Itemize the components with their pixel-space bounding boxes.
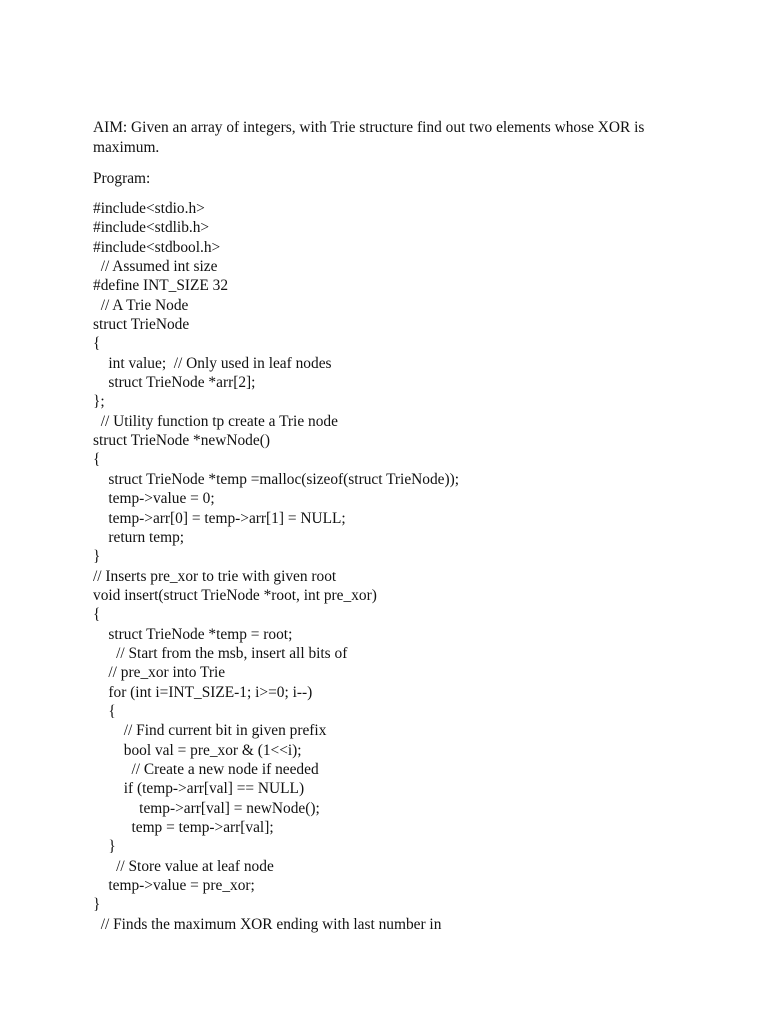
code-line: struct TrieNode *temp =malloc(sizeof(struct TrieNode)); xyxy=(93,470,460,488)
code-line: } xyxy=(93,838,116,856)
code-line: { xyxy=(93,606,101,624)
code-line: } xyxy=(93,548,101,566)
code-line: // Finds the maximum XOR ending with last number in xyxy=(93,915,442,933)
code-line: // Utility function tp create a Trie node xyxy=(93,412,338,430)
code-line: #include<stdbool.h> xyxy=(93,238,221,256)
code-line: // Find current bit in given prefix xyxy=(93,722,327,740)
code-line: // Start from the msb, insert all bits of xyxy=(93,644,348,662)
code-line: for (int i=INT_SIZE-1; i>=0; i--) xyxy=(93,683,313,701)
code-line: { xyxy=(93,335,101,353)
code-line: return temp; xyxy=(93,528,185,546)
code-line: }; xyxy=(93,393,105,411)
code-line: { xyxy=(93,702,116,720)
code-line: struct TrieNode *temp = root; xyxy=(93,625,293,643)
aim-statement: AIM: Given an array of integers, with Trie structure find out two elements whose XOR is maximum. xyxy=(93,119,645,156)
code-line: temp->value = 0; xyxy=(93,490,215,508)
code-line: temp = temp->arr[val]; xyxy=(93,819,274,836)
code-line: } xyxy=(93,896,101,914)
code-line: temp->value = pre_xor; xyxy=(93,877,255,895)
code-line: // Assumed int size xyxy=(93,258,218,276)
program-label: Program: xyxy=(93,170,151,187)
code-line: bool val = pre_xor & (1<<i); xyxy=(93,741,302,759)
code-line: struct TrieNode xyxy=(93,316,190,334)
code-line: #include<stdio.h> xyxy=(93,200,205,217)
code-line: // Create a new node if needed xyxy=(93,760,319,778)
code-line: #define INT_SIZE 32 xyxy=(93,277,229,295)
code-line: void insert(struct TrieNode *root, int pre_xor) xyxy=(93,586,377,604)
code-line: struct TrieNode *newNode() xyxy=(93,432,270,450)
code-listing xyxy=(93,199,733,934)
code-line: // A Trie Node xyxy=(93,296,189,314)
code-line: #include<stdlib.h> xyxy=(93,219,210,237)
code-line: temp->arr[0] = temp->arr[1] = NULL; xyxy=(93,509,346,527)
code-line: { xyxy=(93,451,101,469)
code-line: // Inserts pre_xor to trie with given root xyxy=(93,567,337,585)
code-line: if (temp->arr[val] == NULL) xyxy=(93,780,305,798)
code-line: temp->arr[val] = newNode(); xyxy=(93,799,320,817)
code-line: int value; // Only used in leaf nodes xyxy=(93,354,332,372)
code-line: // Store value at leaf node xyxy=(93,857,274,875)
code-line: // pre_xor into Trie xyxy=(93,664,226,682)
code-line: struct TrieNode *arr[2]; xyxy=(93,374,256,392)
